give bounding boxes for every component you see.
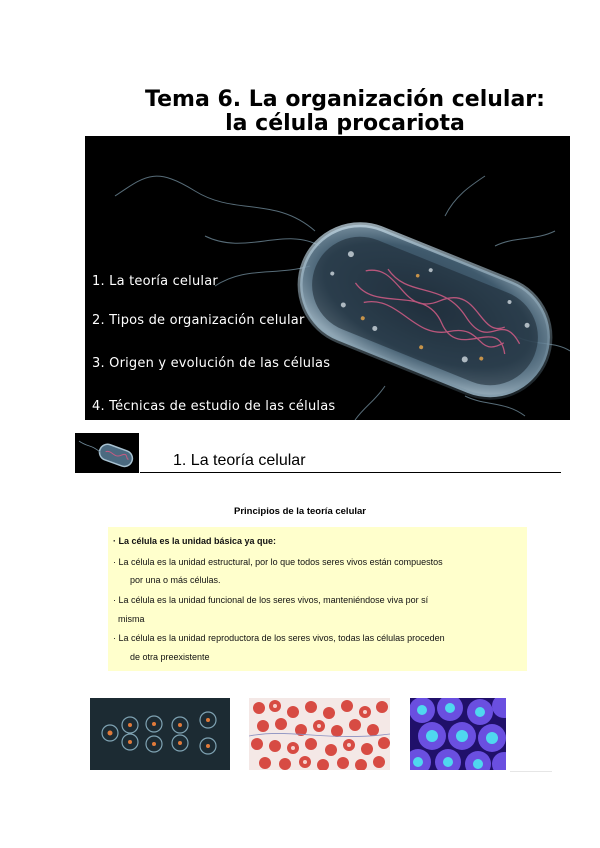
toc-item-3: 3. Origen y evolución de las células (92, 356, 331, 371)
principle-line-5: misma (118, 614, 145, 624)
principles-box (108, 527, 527, 671)
principle-line-1: · La célula es la unidad básica ya que: (113, 536, 277, 546)
principles-title: Principios de la teoría celular (234, 506, 366, 517)
page-title (0, 88, 600, 136)
section-thumbnail-bacterium (75, 433, 139, 473)
principle-line-6: · La célula es la unidad reproductora de los seres vivos, todas las células proceden (113, 633, 445, 643)
page-title-line-1: Tema 6. La organización celular: (145, 87, 545, 112)
photo-red-blood-cells (249, 698, 390, 770)
photo-stem-cells (410, 698, 506, 770)
decorative-line (510, 771, 552, 772)
section-divider (140, 472, 561, 473)
photo-cell-division (90, 698, 230, 770)
toc-item-4: 4. Técnicas de estudio de las células (92, 399, 336, 414)
principle-line-2: · La célula es la unidad estructural, por lo que todos seres vivos están compuestos (113, 557, 443, 567)
toc-item-1: 1. La teoría celular (92, 274, 218, 289)
principle-line-4: · La célula es la unidad funcional de los seres vivos, manteniéndose viva por sí (113, 595, 429, 605)
principle-line-3: por una o más células. (130, 575, 221, 585)
page-title-line-2: la célula procariota (225, 111, 465, 136)
section-title: 1. La teoría celular (173, 452, 306, 469)
toc-item-2: 2. Tipos de organización celular (92, 313, 305, 328)
principle-line-7: de otra preexistente (130, 652, 210, 662)
hero-bacterium-image (85, 136, 570, 420)
